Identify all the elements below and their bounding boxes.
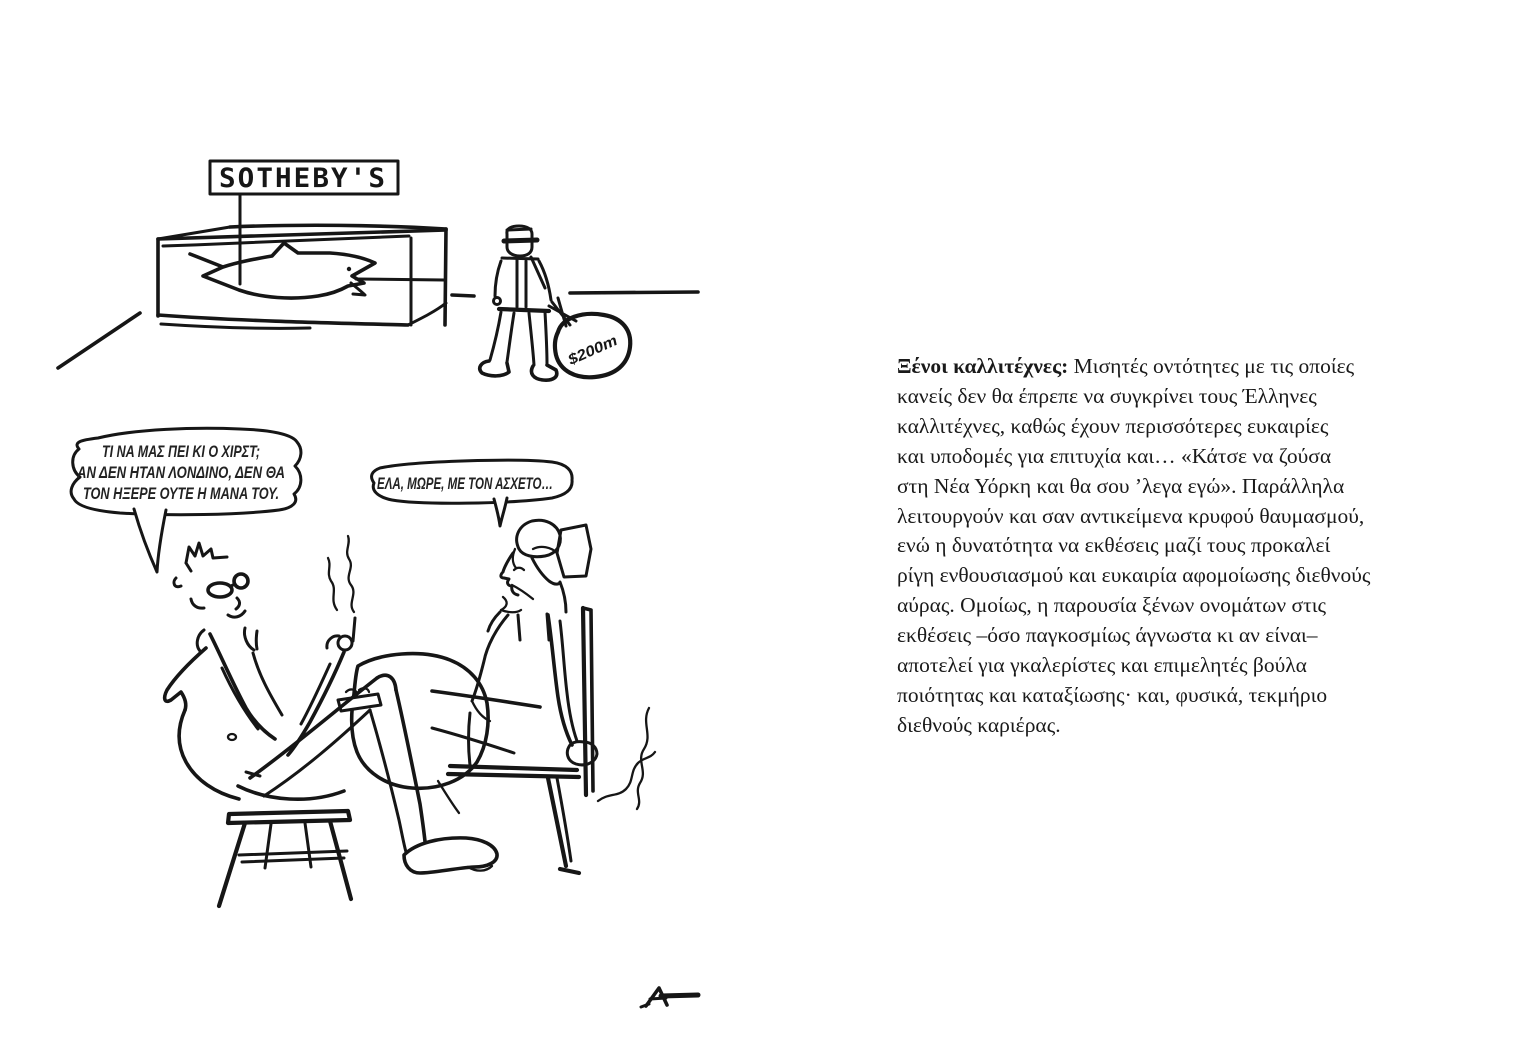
artist-spiky-hair	[186, 543, 227, 571]
artist-lap	[238, 786, 344, 799]
stool	[219, 811, 351, 906]
stool-rungs	[239, 851, 347, 862]
floor-line-left	[58, 313, 140, 368]
article-line: διεθνούς καριέρας.	[897, 712, 1061, 737]
woman-face-profile	[501, 553, 518, 595]
chair-foot	[560, 869, 579, 873]
tank-water-line	[356, 279, 444, 280]
money-bag	[549, 298, 630, 377]
woman-skirt-front	[469, 713, 471, 765]
shark-body	[190, 243, 375, 298]
tank-right-edge	[445, 229, 446, 325]
woman-collar	[501, 597, 521, 612]
article-line: στη Νέα Υόρκη και θα σου ’λεγα εγώ». Παράλληλα	[897, 473, 1345, 498]
article-line: και υποδομές για επιτυχία και… «Κάτσε να ζούσα	[897, 443, 1332, 468]
sunglasses-icon	[504, 240, 537, 241]
tank-top-back-edge	[230, 225, 446, 229]
article-line: κανείς δεν θα έπρεπε να συγκρίνει τους Έλληνες	[897, 383, 1317, 408]
article-line	[897, 352, 1422, 382]
article-line: ποιότητας και καταξίωσης· και, φυσικά, τεκμήριο	[897, 682, 1328, 707]
article-line-text: Μισητές οντότητες με τις οποίες	[1068, 354, 1355, 378]
tank-bottom-echo	[161, 324, 310, 328]
bubble-left-tail	[134, 509, 166, 572]
artist-glasses	[208, 574, 248, 597]
walking-collector	[480, 226, 630, 380]
collector-left-hand	[494, 298, 501, 305]
article-line: ρίγη ενθουσιασμού και ευκαιρία αφομοίωσης διεθνούς	[897, 563, 1371, 588]
article-line: ενώ η δυνατότητα να εκθέσεις μαζί τους προκαλεί	[897, 533, 1331, 558]
collector-jacket-lines	[517, 257, 526, 307]
bag-label-text: $200m	[565, 334, 616, 369]
signature-crossbar	[641, 998, 666, 1007]
bubble-right-tail	[494, 498, 507, 526]
cigarette	[353, 618, 355, 641]
floor-line-right	[570, 292, 698, 293]
artist-signature	[641, 988, 698, 1007]
floor-dash	[452, 295, 474, 296]
cigarette-smoke-wisp	[328, 558, 337, 610]
artist-temple	[174, 578, 181, 587]
woman-chin	[512, 585, 533, 599]
collector-cap	[507, 229, 531, 230]
article-line: λειτουργούν και σαν αντικείμενα κρυφού θαυμασμού,	[897, 503, 1365, 528]
artist-beard	[228, 611, 245, 617]
shark	[190, 243, 375, 298]
artist-cheek	[191, 599, 204, 608]
chair-backrest	[583, 608, 586, 795]
woman-neck-back	[560, 582, 566, 612]
tank-bottom-edge	[158, 315, 408, 325]
signature-dash	[661, 995, 698, 996]
collector-left-arm	[495, 261, 501, 296]
chair-front-leg	[548, 778, 566, 866]
stool-leg-right	[330, 821, 351, 899]
article-text-block	[897, 352, 1422, 741]
floor-lines	[58, 292, 698, 368]
collector-left-leg	[490, 312, 514, 362]
article-lead: Ξένοι καλλιτέχνες:	[897, 354, 1069, 378]
article-line: καλλιτέχνες, καθώς έχουν περισσότερες ευκαιρίες	[897, 413, 1329, 438]
collector-left-shoe	[480, 361, 509, 376]
artist-thigh-under	[264, 710, 370, 796]
artist-button	[228, 734, 236, 740]
article-line: εκθέσεις –όσο παγκοσμίως άγνωστα κι αν είναι–	[897, 623, 1318, 648]
woman-eye	[514, 568, 524, 570]
article-line: αύρας. Ομοίως, η παρουσία ξένων ονομάτων στις	[897, 593, 1327, 618]
collector-right-leg	[529, 312, 547, 365]
glasses-right-lens	[234, 574, 248, 588]
woman-hair-bun	[557, 525, 591, 577]
smoke-wisp-right-2	[598, 752, 655, 801]
tank-bottom-right-slant	[408, 303, 446, 325]
stool-leg-left	[219, 823, 245, 906]
bubble-left-line-2: ΑΝ ΔΕΝ ΗΤΑΝ ΛΟΝΔΙΝΟ, ΔΕΝ ΘΑ	[76, 463, 285, 482]
artist-hand	[338, 636, 352, 650]
artist-torso-stroke-2	[253, 653, 282, 715]
artist-lower-back	[179, 710, 239, 799]
shark-tank	[158, 225, 446, 328]
bubble-left-line-3: ΤΟΝ ΗΞΕΡΕ ΟΥΤΕ Η ΜΑΝΑ ΤΟΥ.	[83, 484, 279, 503]
glasses-bridge	[231, 584, 235, 586]
woman-dress-straps	[518, 614, 549, 640]
artist-nose	[236, 598, 240, 609]
shark-eye	[347, 267, 351, 271]
bubble-right-line-1: ΕΛΑ, ΜΩΡΕ, ΜΕ ΤΟΝ ΑΣΧΕΤΟ…	[377, 474, 553, 493]
glasses-left-lens	[208, 583, 232, 597]
artist-foot	[404, 838, 497, 873]
collector-right-shoe	[531, 365, 556, 380]
collector-belt	[499, 309, 549, 311]
cigarette-smoke-icon	[347, 536, 354, 612]
woman-skirt-fold	[438, 781, 459, 813]
artist-back-and-hand	[165, 648, 206, 710]
speech-bubble-left	[71, 428, 301, 572]
woman-jaw-hair-edge	[532, 558, 560, 584]
article-line: αποτελεί για γκαλερίστες και επιμελητές βούλα	[897, 653, 1307, 678]
sign-text: SOTHEBY'S	[219, 163, 387, 194]
speech-bubble-right	[372, 460, 573, 526]
bubble-left-line-1: ΤΙ ΝΑ ΜΑΣ ΠΕΙ ΚΙ Ο ΧΙΡΣΤ;	[102, 442, 260, 461]
